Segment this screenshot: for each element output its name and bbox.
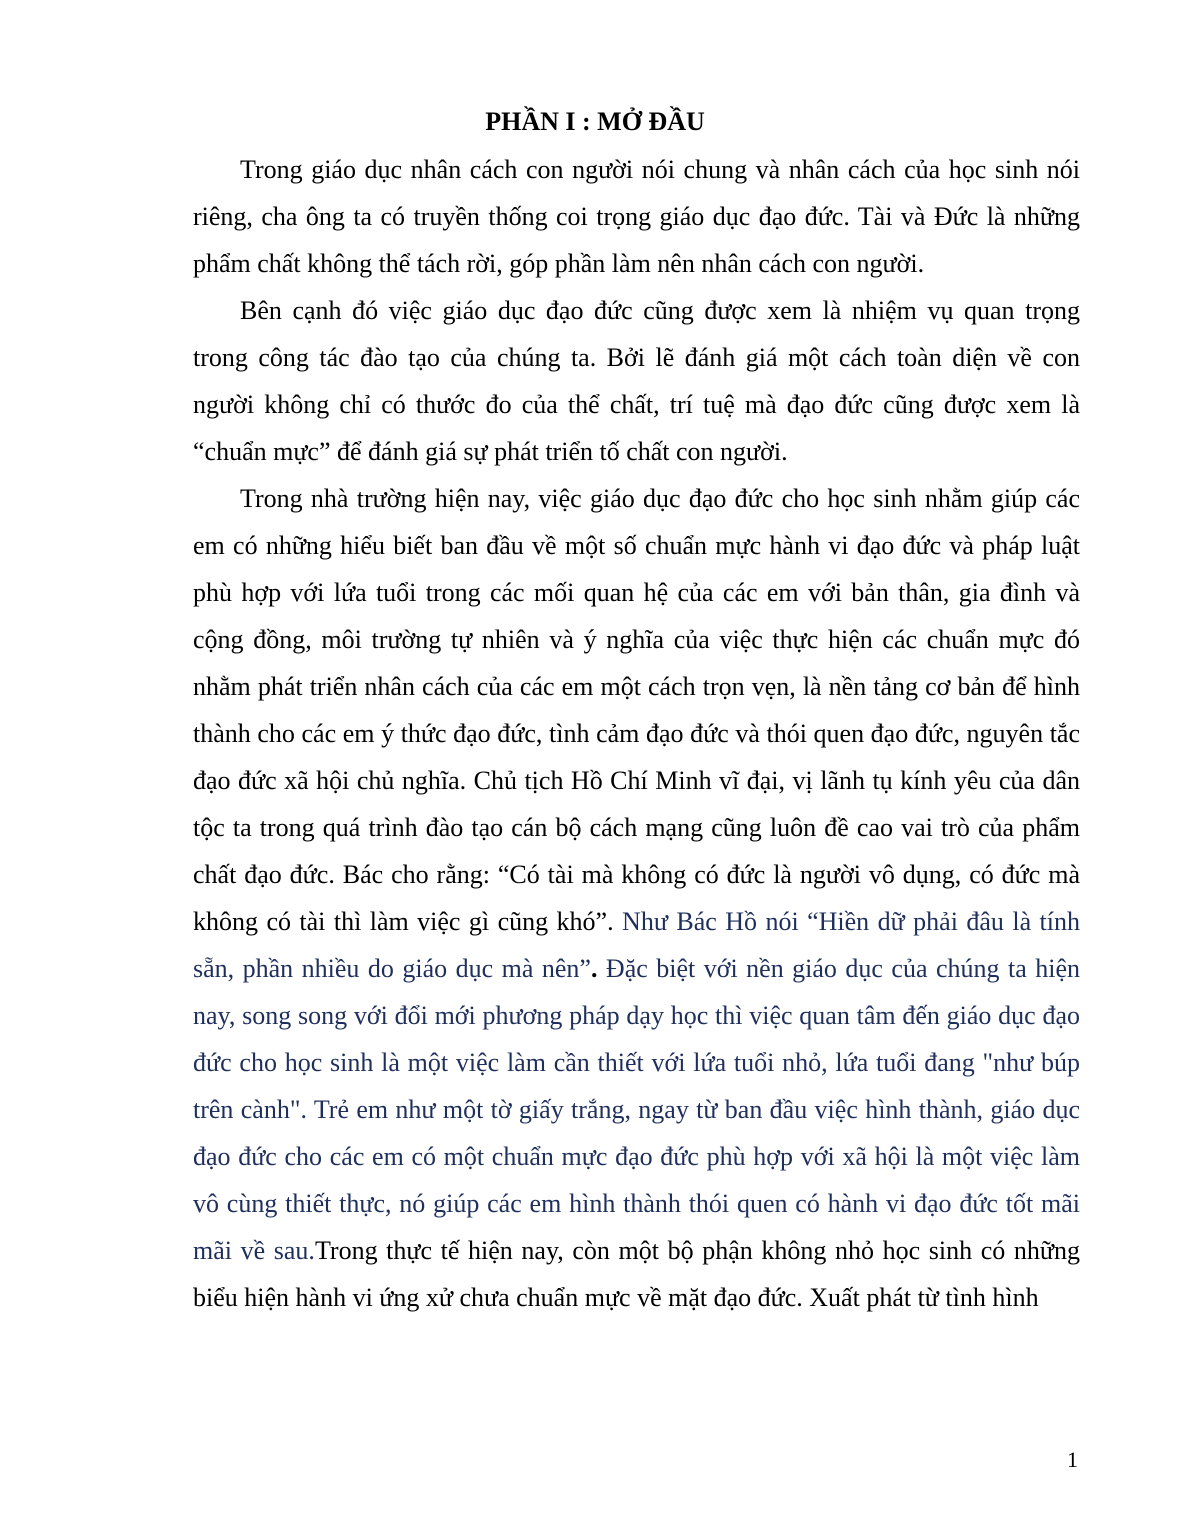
- paragraph-3-ending: Trong thực tế hiện nay, còn một bộ phận không nhỏ học sinh có những biểu hiện hành vi ứng xử chưa chuẩn mực về mặt đạo đức. Xuất phát từ tình hình: [193, 1236, 1081, 1312]
- section-title: PHẦN I : MỞ ĐẦU: [485, 107, 705, 136]
- paragraph-3: [193, 475, 1080, 1321]
- body-text: [193, 146, 1080, 1321]
- paragraph-3-continuation: Đặc biệt với nền giáo dục của chúng ta hiện nay, song song với đổi mới phương pháp dạy học thì việc quan tâm đến giáo dục đạo đức cho học sinh là một việc làm cần thiết với lứa tuổi nhỏ, lứa tuổi đang "như búp trên cành". Trẻ em như một tờ giấy trắng, ngay từ ban đầu việc hình thành, giáo dục đạo đức cho các em có một chuẩn mực đạo đức phù hợp với xã hội là một việc làm vô cùng thiết thực, nó giúp các em hình thành thói quen có hành vi đạo đức tốt mãi mãi về sau.: [193, 954, 1080, 1265]
- paragraph-2: Bên cạnh đó việc giáo dục đạo đức cũng được xem là nhiệm vụ quan trọng trong công tác đào tạo của chúng ta. Bởi lẽ đánh giá một cách toàn diện về con người không chỉ có thước đo của thể chất, trí tuệ mà đạo đức cũng được xem là “chuẩn mực” để đánh giá sự phát triển tố chất con người.: [193, 296, 1080, 466]
- page-number: 1: [1067, 1447, 1078, 1472]
- paragraph-3-quote: Như Bác Hồ nói “Hiền dữ phải đâu là tính sẵn, phần nhiều do giáo dục mà nên”: [193, 907, 1080, 983]
- paragraph-1: Trong giáo dục nhân cách con người nói chung và nhân cách của học sinh nói riêng, cha ông ta có truyền thống coi trọng giáo dục đạo đức. Tài và Đức là những phẩm chất không thể tách rời, góp phần làm nên nhân cách con người.: [193, 155, 1080, 278]
- paragraph-3-text: Trong nhà trường hiện nay, việc giáo dục đạo đức cho học sinh nhằm giúp các em có những hiểu biết ban đầu về một số chuẩn mực hành vi đạo đức và pháp luật phù hợp với lứa tuổi trong các mối quan hệ của các em với bản thân, gia đình và cộng đồng, môi trường tự nhiên và ý nghĩa của việc thực hiện các chuẩn mực đó nhằm phát triển nhân cách của các em một cách trọn vẹn, là nền tảng cơ bản để hình thành cho các em ý thức đạo đức, tình cảm đạo đức và thói quen đạo đức, nguyên tắc đạo đức xã hội chủ nghĩa. Chủ tịch Hồ Chí Minh vĩ đại, vị lãnh tụ kính yêu của dân tộc ta trong quá trình đào tạo cán bộ cách mạng cũng luôn đề cao vai trò của phẩm chất đạo đức. Bác cho rằng: “Có tài mà không có đức là người vô dụng, có đức mà không có tài thì làm việc gì cũng khó”.: [193, 484, 1080, 936]
- paragraph-3-bold-period: .: [590, 954, 598, 983]
